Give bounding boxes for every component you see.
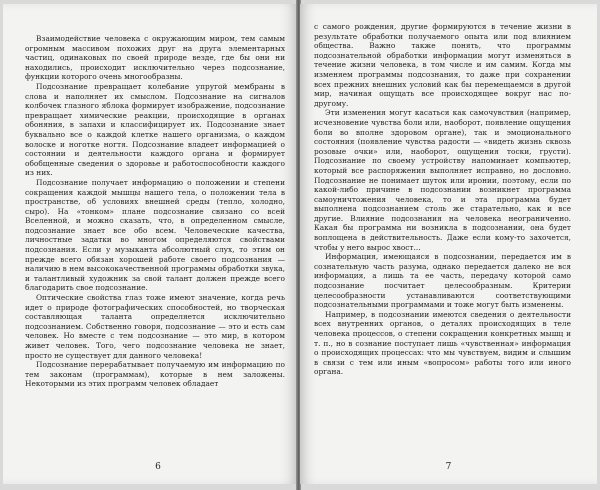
left-page: [3, 4, 297, 484]
paragraph: Подсознание получает информацию о положении и степени сокращения каждой мышцы нашего тела, о положении тела в пространстве, об условиях внешней среды (тепло, холодно, сыро). На «тонком» плане подсознание связано со всей Вселенной, и можно сказать, что, в определенном смысле, подсознание знает все обо всем. Человеческие качества, личностные задатки во многом определяются свойствами подсознания. Если у музыканта абсолютный слух, то этим он прежде всего обязан хорошей работе своего подсознания — наличию в нем высококачественной программы обработки звука, и талантливый художник за свой талант должен прежде всего благодарить свое подсознание.: [25, 177, 285, 293]
paragraph: Информация, имеющаяся в подсознании, передается им в сознательную часть разума, однако передается далеко не вся информация, а лишь та ее часть, передачу которой само подсознание посчитает целесообразным. Критерии целесообразности устанавливаются соответствующими подсознательными программами и тоже могут быть изменены.: [314, 252, 571, 310]
right-page: [300, 4, 597, 484]
paragraph: Подсознание перерабатывает получаемую им информацию по тем законам (программам), которые в нем заложены. Некоторыми из этих программ человек обладает: [25, 360, 285, 389]
page-number: 6: [155, 462, 161, 472]
paragraph: Взаимодействие человека с окружающим миром, тем самым огромным массивом похожих друг на друга элементарных частиц, одинаковых по своей природе везде, где бы они ни находились, происходит исключительно через подсознание, функции которого очень многообразны.: [25, 34, 285, 82]
paragraph: Оптические свойства глаз тоже имеют значение, когда речь идет о природе фотографических способностей, но творческая составляющая таланта определяется исключительно подсознанием. Собственно говоря, подсознание — это и есть сам человек. Но вместе с тем подсознание — это мир, в котором живет человек. Того, чего подсознание человека не знает, просто не существует для данного человека!: [25, 293, 285, 360]
paragraph: Например, в подсознании имеются сведения о деятельности всех внутренних органов, о деталях происходящих в теле человека процессов, о степени сокращения конкретных мышц и т. п., но в сознание поступает лишь «чувственная» информация о происходящих процессах: что мы чувствуем, видим и слышим в связи с тем или иным «вопросом» работы того или иного органа.: [314, 309, 571, 377]
page-number: 7: [445, 462, 452, 472]
paragraph: Подсознание превращает колебание упругой мембраны в слова и наполняет их смыслом. Подсознание на сигналов колбочек глазного яблока формирует изображение, подсознание превращает химические реакции, происходящие в органах обоняния, в запахи и классифицирует их. Подсознание знает буквально все о каждой клетке нашего организма, о каждом волоске и ноготке ногтя. Подсознание владеет информацией о состоянии и деятельности каждого органа и формирует обобщенные сведения о здоровье и работоспособности каждого из них.: [25, 81, 285, 178]
paragraph: с самого рождения, другие формируются в течение жизни в результате обработки получаемого опыта или под влиянием общества. Важно также понять, что программы подсознательной обработки информации могут изменяться в течение жизни человека, в том числе и им самим. Когда мы изменяем программы подсознания, то даже при сохранении всех прежних внешних условий как бы перемещаемся в другой мир, начиная ощущать все происходящее вокруг нас по-другому.: [314, 22, 571, 108]
paragraph: Эти изменения могут касаться как самочувствия (например, исчезновение чувства боли или, наоборот, появление ощущения боли во вполне здоровом органе), так и эмоционального состояния (появление чувства радости — «видеть жизнь сквозь розовые очки» или, наоборот, ощущения тоски, грусти). Подсознание по своему устройству напоминает компьютер, который все распоряжения выполняет исправно, но дословно. Подсознание не понимает шуток или иронии, поэтому, если по какой-либо причине в подсознании возникнет программа самоуничтожения человека, то и эта программа будет выполнена подсознанием столь же старательно, как и все другие. Влияние подсознания на человека неограниченно. Какая бы программа ни возникла в подсознании, она будет воплощена в действительность. Даже если кому-то захочется, чтобы у него вырос хвост...: [314, 108, 571, 252]
